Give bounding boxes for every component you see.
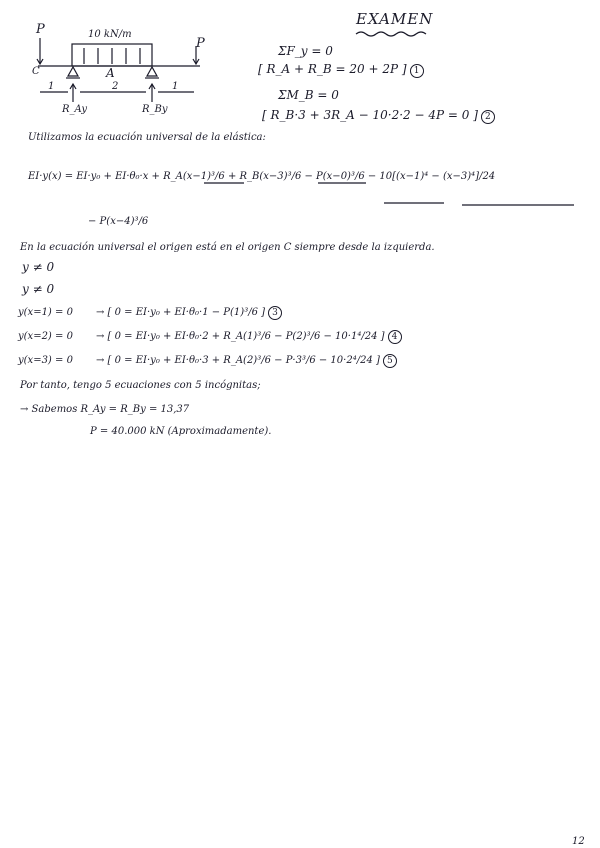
conclusion-line-3: P = 40.000 kN (Aproximadamente). <box>90 426 272 437</box>
condition-lhs: y(x=2) = 0 <box>18 331 73 342</box>
page-title: EXAMEN <box>356 10 434 28</box>
sum-fy-label: ΣF_y = 0 <box>278 44 333 58</box>
condition-rhs: → [ 0 = EI·y₀ + EI·θ₀·1 − P(1)³/6 ] <box>96 307 266 318</box>
condition-note-2: y ≠ 0 <box>22 282 55 296</box>
equation-2-number: 2 <box>481 110 495 124</box>
condition-note-1: y ≠ 0 <box>22 260 55 274</box>
elastic-equation: EI·y(x) = EI·y₀ + EI·θ₀·x + R_A(x−1)³/6 + R_B(x−3)³/6 − P(x−0)³/6 − 10[(x−1)⁴ − (x−3)⁴]/24 <box>28 171 496 182</box>
point-a-label: A <box>106 66 115 80</box>
intro-text: Utilizamos la ecuación universal de la elástica: <box>28 132 266 143</box>
conclusion-line-2: → Sabemos R_Ay = R_By = 13,37 <box>20 404 190 415</box>
support-b <box>147 67 157 76</box>
equation-1-number: 1 <box>410 64 424 78</box>
condition-number: 4 <box>388 330 402 344</box>
sum-mb-label: ΣM_B = 0 <box>278 88 339 102</box>
equation-2 <box>262 108 495 124</box>
reaction-b-label: R_By <box>142 104 168 115</box>
title-squiggle <box>356 32 426 36</box>
elastic-equation-continued: − P(x−4)³/6 <box>88 216 149 227</box>
load-left-label: P <box>36 22 45 37</box>
condition-number: 3 <box>268 306 282 320</box>
equation-2-text: [ R_B·3 + 3R_A − 10·2·2 − 4P = 0 ] <box>262 108 478 122</box>
point-c-label: C <box>32 66 40 77</box>
page-number: 12 <box>572 836 585 847</box>
dimension-2-label: 2 <box>112 81 119 92</box>
condition-lhs: y(x=3) = 0 <box>18 355 73 366</box>
distributed-load-label: 10 kN/m <box>88 29 132 40</box>
condition-row <box>18 330 402 344</box>
conclusion-line-1: Por tanto, tengo 5 ecuaciones con 5 incógnitas; <box>20 380 261 391</box>
dimension-3-label: 1 <box>172 81 179 92</box>
reaction-a-label: R_Ay <box>62 104 87 115</box>
support-a <box>68 67 78 76</box>
equation-1 <box>258 62 424 78</box>
condition-rhs: → [ 0 = EI·y₀ + EI·θ₀·2 + R_A(1)³/6 − P(2)³/6 − 10·1⁴/24 ] <box>96 331 385 342</box>
load-right-label: P <box>196 36 205 51</box>
origin-note: En la ecuación universal el origen está en el origen C siempre desde la izquierda. <box>20 242 435 253</box>
condition-row <box>18 306 282 320</box>
dimension-1-label: 1 <box>48 81 55 92</box>
condition-lhs: y(x=1) = 0 <box>18 307 73 318</box>
condition-number: 5 <box>383 354 397 368</box>
condition-row <box>18 354 397 368</box>
condition-rhs: → [ 0 = EI·y₀ + EI·θ₀·3 + R_A(2)³/6 − P·3³/6 − 10·2⁴/24 ] <box>96 355 380 366</box>
equation-1-text: [ R_A + R_B = 20 + 2P ] <box>258 62 407 76</box>
